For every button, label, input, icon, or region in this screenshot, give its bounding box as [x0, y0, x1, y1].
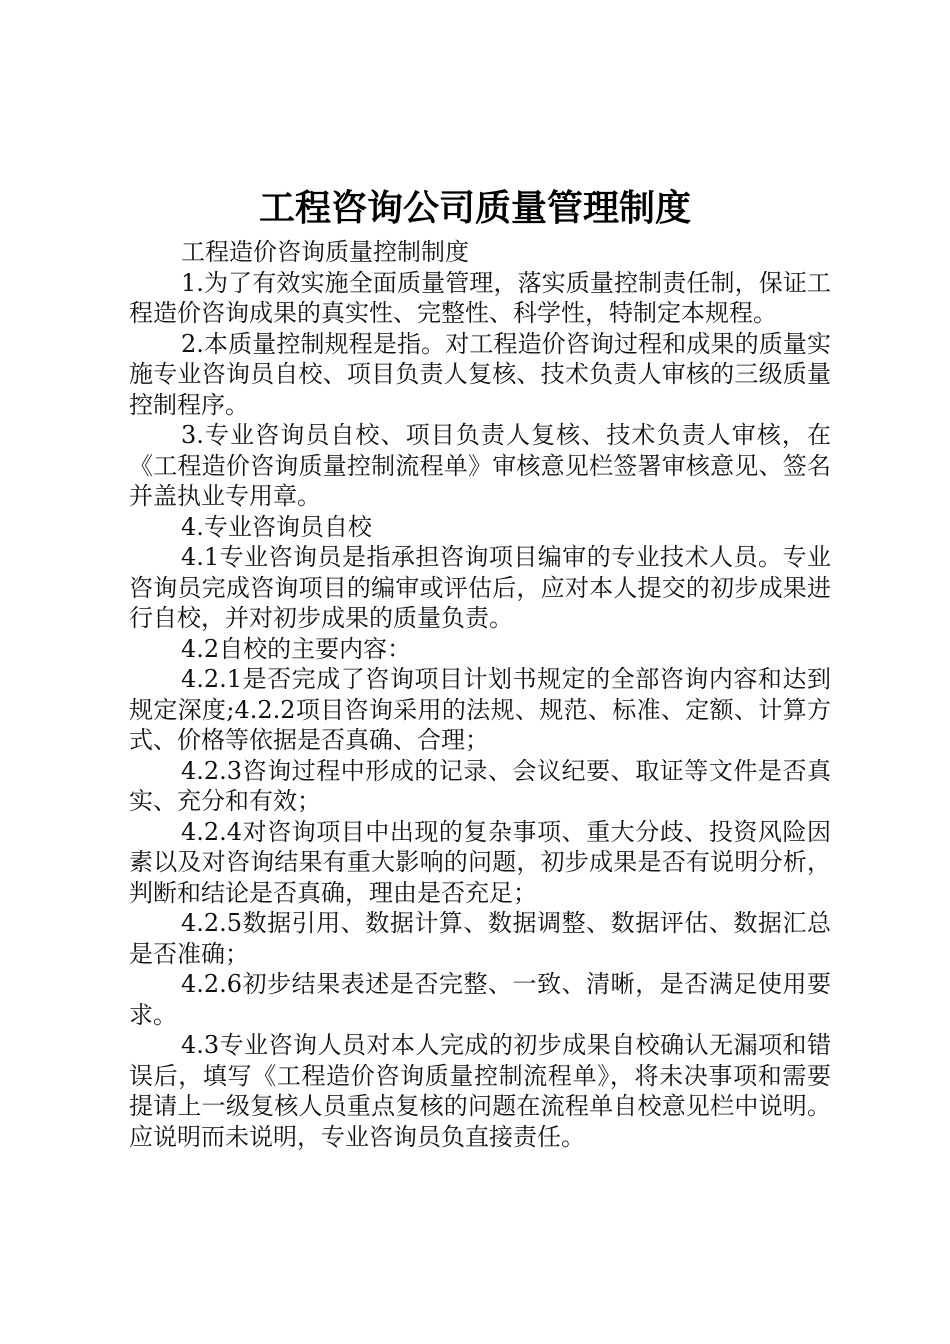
paragraph-4-2-4: 4.2.4对咨询项目中出现的复杂事项、重大分歧、投资风险因素以及对咨询结果有重大影响的问题，初步成果是否有说明分析，判断和结论是否真确，理由是否充足；	[129, 817, 831, 907]
section-heading: 工程造价咨询质量控制制度	[181, 238, 469, 266]
paragraph-4-2-5: 4.2.5数据引用、数据计算、数据调整、数据评估、数据汇总是否准确；	[129, 909, 831, 968]
paragraph-4-3: 4.3专业咨询人员对本人完成的初步成果自校确认无漏项和错误后，填写《工程造价咨询质量控制流程单》，将未决事项和需要提请上一级复核人员重点复核的问题在流程单自校意见栏中说明。应说明而未说明，专业咨询员负直接责任。	[129, 1031, 831, 1151]
document-body	[129, 237, 831, 1152]
paragraph-4-1: 4.1专业咨询员是指承担咨询项目编审的专业技术人员。专业咨询员完成咨询项目的编审或评估后，应对本人提交的初步成果进行自校，并对初步成果的质量负责。	[129, 543, 831, 632]
paragraph-4-2-heading: 4.2自校的主要内容：	[181, 634, 412, 663]
paragraph-4-heading: 4.专业咨询员自校	[181, 512, 372, 541]
paragraph-3: 3.专业咨询员自校、项目负责人复核、技术负责人审核，在《工程造价咨询质量控制流程单》审核意见栏签署审核意见、签名并盖执业专用章。	[129, 421, 831, 510]
paragraph-1: 1.为了有效实施全面质量管理，落实质量控制责任制，保证工程造价咨询成果的真实性、完整性、科学性，特制定本规程。	[129, 268, 831, 327]
paragraph-4-2-3: 4.2.3咨询过程中形成的记录、会议纪要、取证等文件是否真实、充分和有效；	[129, 756, 831, 815]
paragraph-4-2-6: 4.2.6初步结果表述是否完整、一致、清晰，是否满足使用要求。	[129, 970, 831, 1029]
paragraph-4-2-1: 4.2.1是否完成了咨询项目计划书规定的全部咨询内容和达到规定深度;4.2.2项目咨询采用的法规、规范、标准、定额、计算方式、价格等依据是否真确、合理；	[129, 665, 831, 754]
paragraph-2: 2.本质量控制规程是指。对工程造价咨询过程和成果的质量实施专业咨询员自校、项目负责人复核、技术负责人审核的三级质量控制程序。	[129, 329, 831, 419]
document-title: 工程咨询公司质量管理制度	[258, 187, 691, 229]
